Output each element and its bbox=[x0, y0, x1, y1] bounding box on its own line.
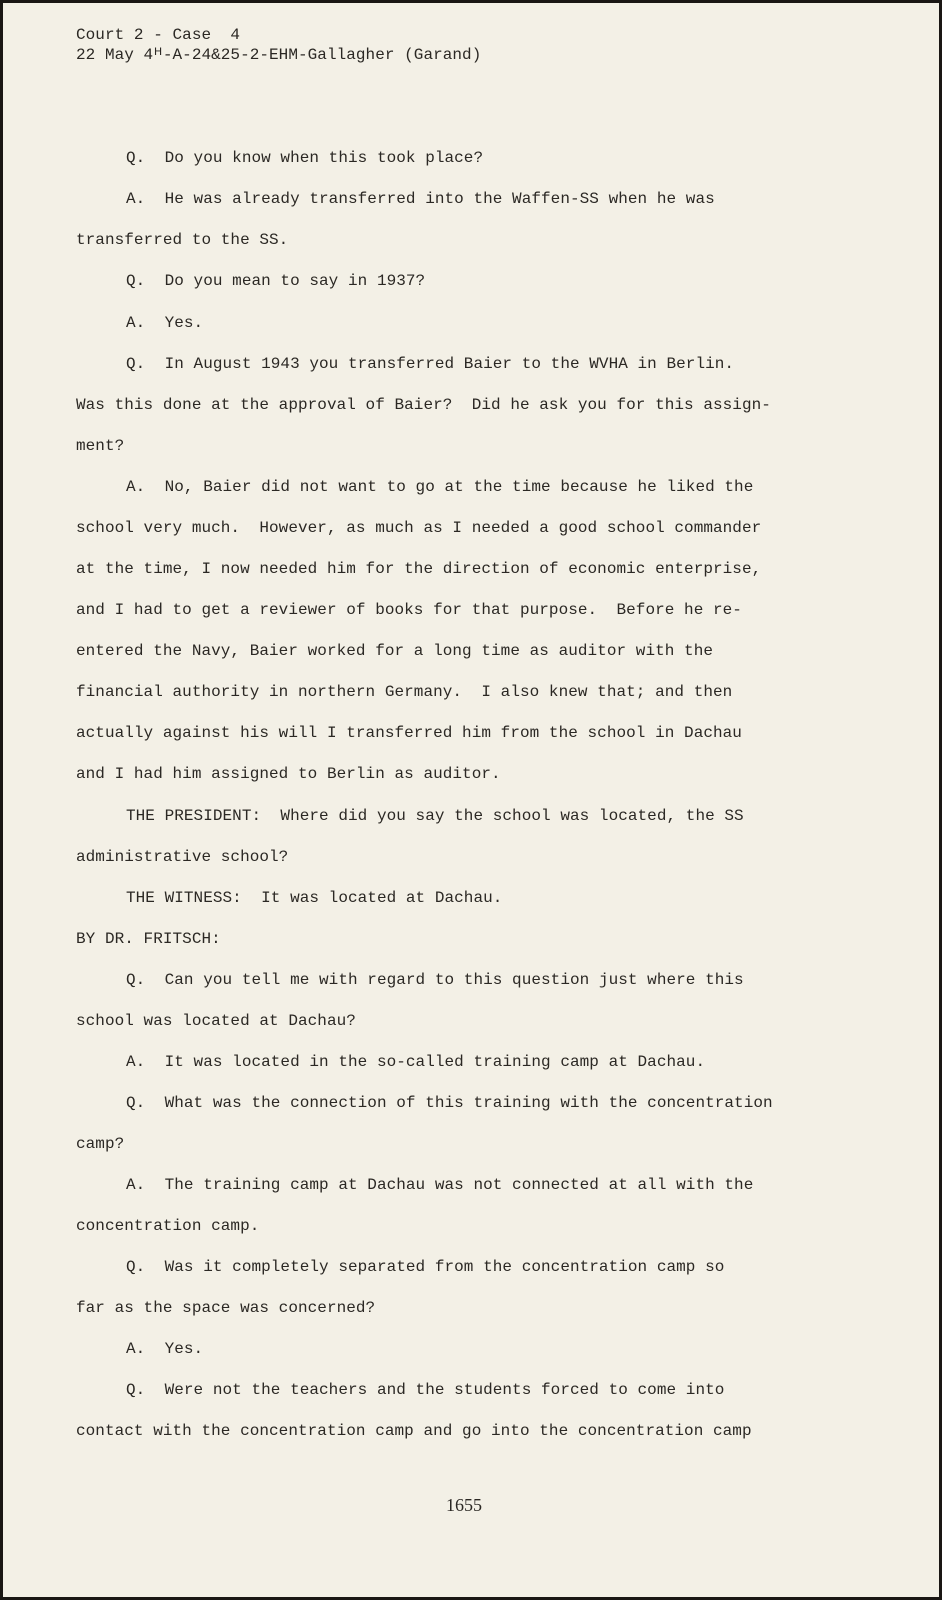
body-line: THE PRESIDENT: Where did you say the school was located, the SS bbox=[126, 807, 744, 825]
body-line: A. No, Baier did not want to go at the time because he liked the bbox=[126, 478, 754, 496]
body-line: financial authority in northern Germany. I also knew that; and then bbox=[76, 683, 733, 701]
body-line: and I had him assigned to Berlin as auditor. bbox=[76, 765, 501, 783]
body-line: A. Yes. bbox=[126, 1340, 204, 1358]
body-line: A. He was already transferred into the Waffen-SS when he was bbox=[126, 190, 715, 208]
body-line: entered the Navy, Baier worked for a long time as auditor with the bbox=[76, 642, 714, 660]
body-line: contact with the concentration camp and go into the concentration camp bbox=[76, 1422, 752, 1440]
page-number: 1655 bbox=[446, 1495, 482, 1515]
body-line: actually against his will I transferred him from the school in Dachau bbox=[76, 724, 742, 742]
body-line: Q. Were not the teachers and the students forced to come into bbox=[126, 1381, 725, 1399]
body-line: Q. Do you know when this took place? bbox=[126, 149, 484, 167]
body-line: A. Yes. bbox=[126, 314, 204, 332]
body-line: Q. Was it completely separated from the concentration camp so bbox=[126, 1258, 725, 1276]
header-line-2: 22 May 4ᴴ-A-24&25-2-EHM-Gallagher (Garand) bbox=[76, 46, 482, 64]
body-line: transferred to the SS. bbox=[76, 231, 289, 249]
body-line: school was located at Dachau? bbox=[76, 1012, 356, 1030]
body-line: far as the space was concerned? bbox=[76, 1299, 376, 1317]
body-line: BY DR. FRITSCH: bbox=[76, 930, 221, 948]
body-line: concentration camp. bbox=[76, 1217, 260, 1235]
body-line: A. The training camp at Dachau was not connected at all with the bbox=[126, 1176, 754, 1194]
body-line: Was this done at the approval of Baier? Did he ask you for this assign- bbox=[76, 396, 771, 414]
body-line: Q. What was the connection of this training with the concentration bbox=[126, 1094, 773, 1112]
body-line: camp? bbox=[76, 1135, 125, 1153]
header-line-1: Court 2 - Case 4 bbox=[76, 26, 241, 44]
body-line: at the time, I now needed him for the direction of economic enterprise, bbox=[76, 560, 762, 578]
body-line: administrative school? bbox=[76, 848, 289, 866]
body-line: Q. Can you tell me with regard to this question just where this bbox=[126, 971, 744, 989]
body-line: ment? bbox=[76, 437, 125, 455]
transcript-page bbox=[3, 3, 939, 1597]
body-line: Q. Do you mean to say in 1937? bbox=[126, 272, 426, 290]
body-line: and I had to get a reviewer of books for that purpose. Before he re- bbox=[76, 601, 742, 619]
body-line: Q. In August 1943 you transferred Baier to the WVHA in Berlin. bbox=[126, 355, 735, 373]
body-line: THE WITNESS: It was located at Dachau. bbox=[126, 889, 503, 907]
body-line: school very much. However, as much as I needed a good school commander bbox=[76, 519, 762, 537]
body-line: A. It was located in the so-called training camp at Dachau. bbox=[126, 1053, 706, 1071]
